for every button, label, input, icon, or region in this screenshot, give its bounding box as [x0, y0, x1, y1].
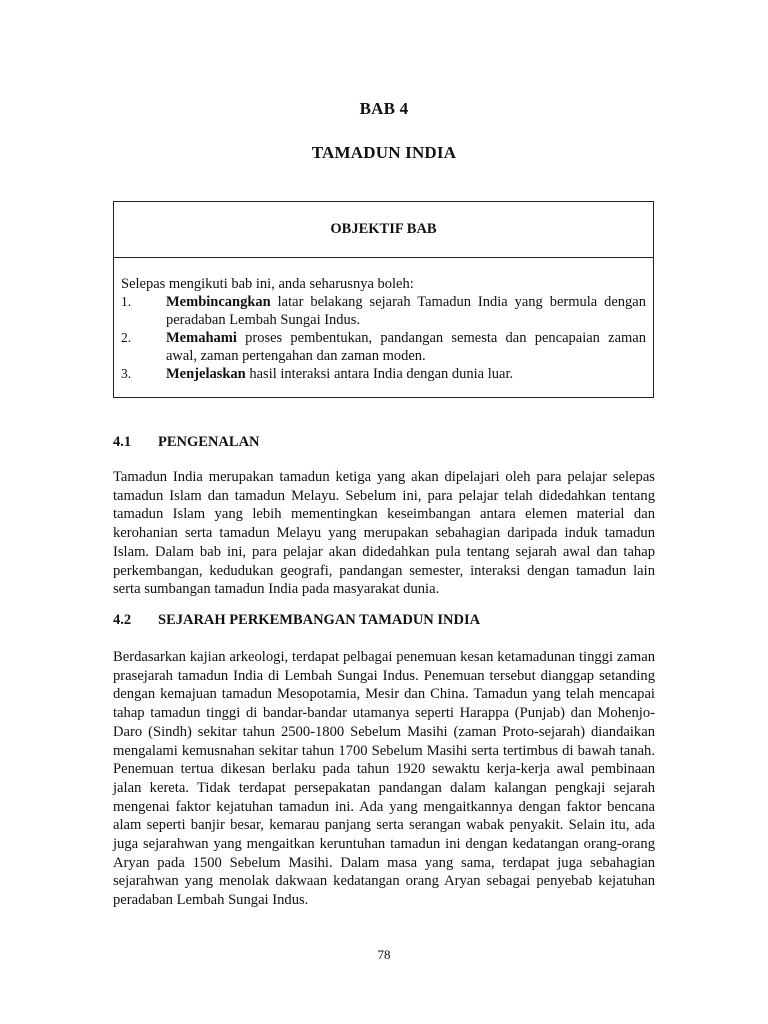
objective-description: hasil interaksi antara India dengan dunia luar. [245, 366, 514, 382]
objectives-box [113, 201, 654, 398]
page-number: 78 [377, 947, 391, 962]
objective-verb: Menjelaskan [166, 366, 246, 382]
objectives-body [114, 258, 653, 383]
objectives-intro: Selepas mengikuti bab ini, anda seharusnya boleh: [121, 276, 414, 292]
objective-item [121, 293, 646, 329]
objective-item [121, 329, 646, 365]
section-number: 4.2 [113, 612, 132, 628]
objective-number: 1. [121, 294, 132, 309]
section-number: 4.1 [113, 434, 132, 450]
section-title: PENGENALAN [158, 434, 260, 450]
objectives-heading: OBJEKTIF BAB [114, 202, 653, 258]
objective-verb: Membincangkan [166, 294, 271, 310]
objective-description: proses pembentukan, pandangan semesta dan pencapaian zaman awal, zaman pertengahan dan zaman moden. [166, 330, 646, 364]
objective-number: 3. [121, 366, 132, 381]
chapter-number: BAB 4 [359, 99, 409, 118]
objective-verb: Memahami [166, 330, 237, 346]
objective-number: 2. [121, 330, 132, 345]
objective-text [166, 329, 646, 365]
section-paragraph: Tamadun India merupakan tamadun ketiga yang akan dipelajari oleh para pelajar selepas tamadun Islam dan tamadun Melayu. Sebelum ini, para pelajar telah didedahkan tentang tamadun Islam yang lebih mementingkan keseimbangan antara elemen material dan kerohanian serta tamadun Melayu yang merupakan sebahagian daripada induk tamadun Islam. Dalam bab ini, para pelajar akan didedahkan pula tentang sejarah awal dan tahap perkembangan, kedudukan geografi, pandangan semester, interaksi dengan tamadun lain serta sumbangan tamadun India pada masyarakat dunia. [113, 469, 655, 598]
section-heading-history [113, 612, 480, 629]
section-heading-introduction [113, 434, 260, 451]
section-title: SEJARAH PERKEMBANGAN TAMADUN INDIA [158, 612, 481, 628]
section-paragraph: Berdasarkan kajian arkeologi, terdapat pelbagai penemuan kesan ketamadunan tinggi zaman prasejarah tamadun India di Lembah Sungai Indus. Penemuan tersebut dianggap setanding dengan kemajuan tamadun Mesopotamia, Mesir dan China. Tamadun yang telah mencapai tahap tamadun tinggi di bandar-bandar utamanya seperti Harappa (Punjab) dan Mohenjo-Daro (Sindh) sekitar tahun 2500-1800 Sebelum Masihi (zaman Proto-sejarah) diandaikan mengalami kemusnahan sekitar tahun 1700 Sebelum Masihi serta tertimbus di bawah tanah. Penemuan tertua dikesan berlaku pada tahun 1920 sewaktu kerja-kerja awal pembinaan jalan kereta. Tidak terdapat persepakatan pandangan dalam kalangan pengkaji sejarah mengenai faktor kejatuhan tamadun ini. Ada yang mengaitkannya dengan faktor bencana alam seperti banjir besar, kemarau panjang serta serangan wabak penyakit. Selain itu, ada juga sejarahwan yang mengaitkan keruntuhan tamadun ini dengan kedatangan orang-orang Aryan pada 1500 Sebelum Masihi. Dalam masa yang sama, terdapat juga sebahagian sejarahwan yang menolak dakwaan kedatangan orang Aryan sebagai penyebab kejatuhan peradaban Lembah Sungai Indus. [113, 649, 655, 909]
objective-text [166, 293, 646, 329]
objective-item [121, 365, 646, 383]
objective-description: latar belakang sejarah Tamadun India yang bermula dengan peradaban Lembah Sungai Indus. [166, 294, 646, 328]
objective-text [166, 365, 646, 383]
chapter-title: TAMADUN INDIA [311, 143, 457, 162]
